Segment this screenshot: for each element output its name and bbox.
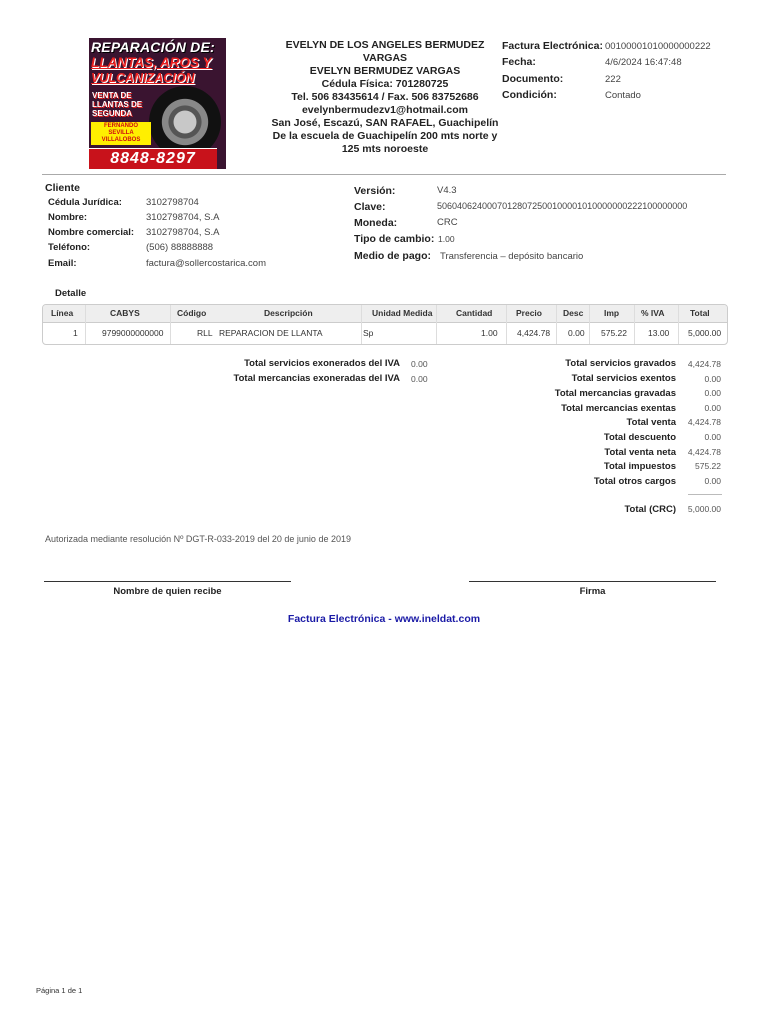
tipo-cambio-label: Tipo de cambio: xyxy=(354,233,435,245)
detalle-table xyxy=(42,304,728,345)
grand-total-label: Total (CRC) xyxy=(624,504,676,515)
column-header-cantidad: Cantidad xyxy=(456,308,493,318)
version-value: V4.3 xyxy=(437,185,457,196)
cedula-juridica-label: Cédula Jurídica: xyxy=(48,197,122,208)
total-servicios-exentos-label: Total servicios exentos xyxy=(571,373,676,384)
receiver-signature-line xyxy=(44,581,291,582)
tipo-cambio-value: 1.00 xyxy=(438,234,455,244)
cell-imp: 575.22 xyxy=(601,328,627,338)
documento-value: 222 xyxy=(605,74,621,85)
cliente-title: Cliente xyxy=(45,182,81,194)
total-descuento-value: 0.00 xyxy=(704,432,721,442)
column-divider xyxy=(589,305,590,344)
nombre-comercial-value: 3102798704, S.A xyxy=(146,227,220,238)
total-mercancias-exoneradas-value: 0.00 xyxy=(411,374,428,384)
issuer-address: De la escuela de Guachipelín 200 mts norte y 125 mts noroeste xyxy=(272,130,498,155)
nombre-value: 3102798704, S.A xyxy=(146,212,220,223)
total-venta-neta-value: 4,424.78 xyxy=(687,447,721,457)
factura-label: Factura Electrónica: xyxy=(502,40,603,52)
total-servicios-exonerados-value: 0.00 xyxy=(411,359,428,369)
page-number: Página 1 de 1 xyxy=(36,986,83,995)
fecha-label: Fecha: xyxy=(502,56,536,68)
total-mercancias-gravadas-label: Total mercancias gravadas xyxy=(554,388,676,399)
fecha-value: 4/6/2024 16:47:48 xyxy=(605,57,682,68)
version-label: Versión: xyxy=(354,185,396,197)
resolution-note: Autorizada mediante resolución Nº DGT-R-033-2019 del 20 de junio de 2019 xyxy=(45,534,351,544)
clave-label: Clave: xyxy=(354,201,386,213)
grand-total-value: 5,000.00 xyxy=(687,504,721,514)
cedula-juridica-value: 3102798704 xyxy=(146,197,199,208)
total-venta-neta-label: Total venta neta xyxy=(604,447,676,458)
cell-iva: 13.00 xyxy=(648,328,670,338)
logo-text-owner: FERNANDO SEVILLA VILLALOBOS xyxy=(91,122,151,145)
nombre-comercial-label: Nombre comercial: xyxy=(48,227,135,238)
total-mercancias-exentas-label: Total mercancias exentas xyxy=(561,403,676,414)
total-impuestos-label: Total impuestos xyxy=(603,461,676,472)
logo-text-line2: LLANTAS, AROS Y xyxy=(91,55,212,70)
cell-unidad: Sp xyxy=(363,328,374,338)
total-mercancias-exoneradas-label: Total mercancias exoneradas del IVA xyxy=(233,373,400,384)
column-header-unidad: Unidad Medida xyxy=(372,308,433,318)
total-servicios-gravados-value: 4,424.78 xyxy=(687,359,721,369)
column-header-desc: Desc xyxy=(563,308,584,318)
firma-label: Firma xyxy=(579,586,606,597)
telefono-value: (506) 88888888 xyxy=(146,242,214,253)
issuer-trade-name: EVELYN BERMUDEZ VARGAS xyxy=(309,65,461,77)
column-divider xyxy=(556,305,557,344)
email-value: factura@sollercostarica.com xyxy=(146,258,266,269)
total-otros-cargos-value: 0.00 xyxy=(704,476,721,486)
column-header-cabys: CABYS xyxy=(110,308,140,318)
column-divider xyxy=(506,305,507,344)
cell-codigo: RLL xyxy=(197,328,213,338)
total-servicios-exonerados-label: Total servicios exonerados del IVA xyxy=(244,358,400,369)
total-otros-cargos-label: Total otros cargos xyxy=(593,476,676,487)
detalle-title: Detalle xyxy=(55,288,87,299)
cell-desc: 0.00 xyxy=(568,328,585,338)
footer-link[interactable]: Factura Electrónica - www.ineldat.com xyxy=(287,613,481,625)
company-logo xyxy=(89,38,226,169)
totals-divider xyxy=(688,494,722,495)
header-divider xyxy=(42,174,726,175)
total-venta-value: 4,424.78 xyxy=(687,417,721,427)
cell-total: 5,000.00 xyxy=(688,328,722,338)
logo-text-line3: VULCANIZACIÓN xyxy=(91,71,195,85)
column-header-linea: Línea xyxy=(51,308,74,318)
cell-precio: 4,424.78 xyxy=(517,328,551,338)
medio-pago-label: Medio de pago: xyxy=(354,250,431,262)
column-divider xyxy=(634,305,635,344)
total-mercancias-exentas-value: 0.00 xyxy=(704,403,721,413)
total-servicios-gravados-label: Total servicios gravados xyxy=(565,358,676,369)
column-header-total: Total xyxy=(690,308,710,318)
cell-cabys: 9799000000000 xyxy=(102,328,164,338)
logo-phone: 8848-8297 xyxy=(89,148,217,169)
documento-label: Documento: xyxy=(502,73,564,85)
issuer-block xyxy=(270,39,500,156)
column-header-iva: % IVA xyxy=(641,308,665,318)
column-header-codigo: Código xyxy=(177,308,207,318)
firma-signature-line xyxy=(469,581,716,582)
condicion-label: Condición: xyxy=(502,89,557,101)
moneda-label: Moneda: xyxy=(354,217,398,229)
column-divider xyxy=(170,305,171,344)
medio-pago-value: Transferencia – depósito bancario xyxy=(440,251,584,262)
column-divider xyxy=(436,305,437,344)
issuer-location: San José, Escazú, SAN RAFAEL, Guachipelín xyxy=(271,117,499,129)
column-header-precio: Precio xyxy=(516,308,542,318)
clave-value: 50604062400070128072500100001010000000222100000000 xyxy=(437,201,688,211)
telefono-label: Teléfono: xyxy=(48,242,91,253)
issuer-name: EVELYN DE LOS ANGELES BERMUDEZ VARGAS xyxy=(285,39,485,64)
email-label: Email: xyxy=(48,258,77,269)
issuer-cedula: Cédula Física: 701280725 xyxy=(321,78,449,90)
total-descuento-label: Total descuento xyxy=(603,432,676,443)
total-servicios-exentos-value: 0.00 xyxy=(704,374,721,384)
logo-text-title: REPARACIÓN DE: xyxy=(91,39,215,55)
nombre-label: Nombre: xyxy=(48,212,88,223)
cell-linea: 1 xyxy=(73,328,78,338)
receiver-name-label: Nombre de quien recibe xyxy=(113,586,222,597)
issuer-phones: Tel. 506 83435614 / Fax. 506 83752686 xyxy=(291,91,479,103)
column-header-imp: Imp xyxy=(604,308,620,318)
condicion-value: Contado xyxy=(605,90,641,101)
total-impuestos-value: 575.22 xyxy=(695,461,721,471)
column-divider xyxy=(85,305,86,344)
cell-cantidad: 1.00 xyxy=(481,328,498,338)
cell-descripcion: REPARACION DE LLANTA xyxy=(219,328,323,338)
factura-value: 00100001010000000222 xyxy=(605,41,711,52)
total-mercancias-gravadas-value: 0.00 xyxy=(704,388,721,398)
total-venta-label: Total venta xyxy=(626,417,676,428)
moneda-value: CRC xyxy=(437,217,458,228)
issuer-email: evelynbermudezv1@hotmail.com xyxy=(301,104,469,116)
column-header-descripcion: Descripción xyxy=(264,308,313,318)
column-divider xyxy=(678,305,679,344)
column-divider xyxy=(361,305,362,344)
logo-text-line4: VENTA DE LLANTAS DE SEGUNDA xyxy=(92,91,143,118)
